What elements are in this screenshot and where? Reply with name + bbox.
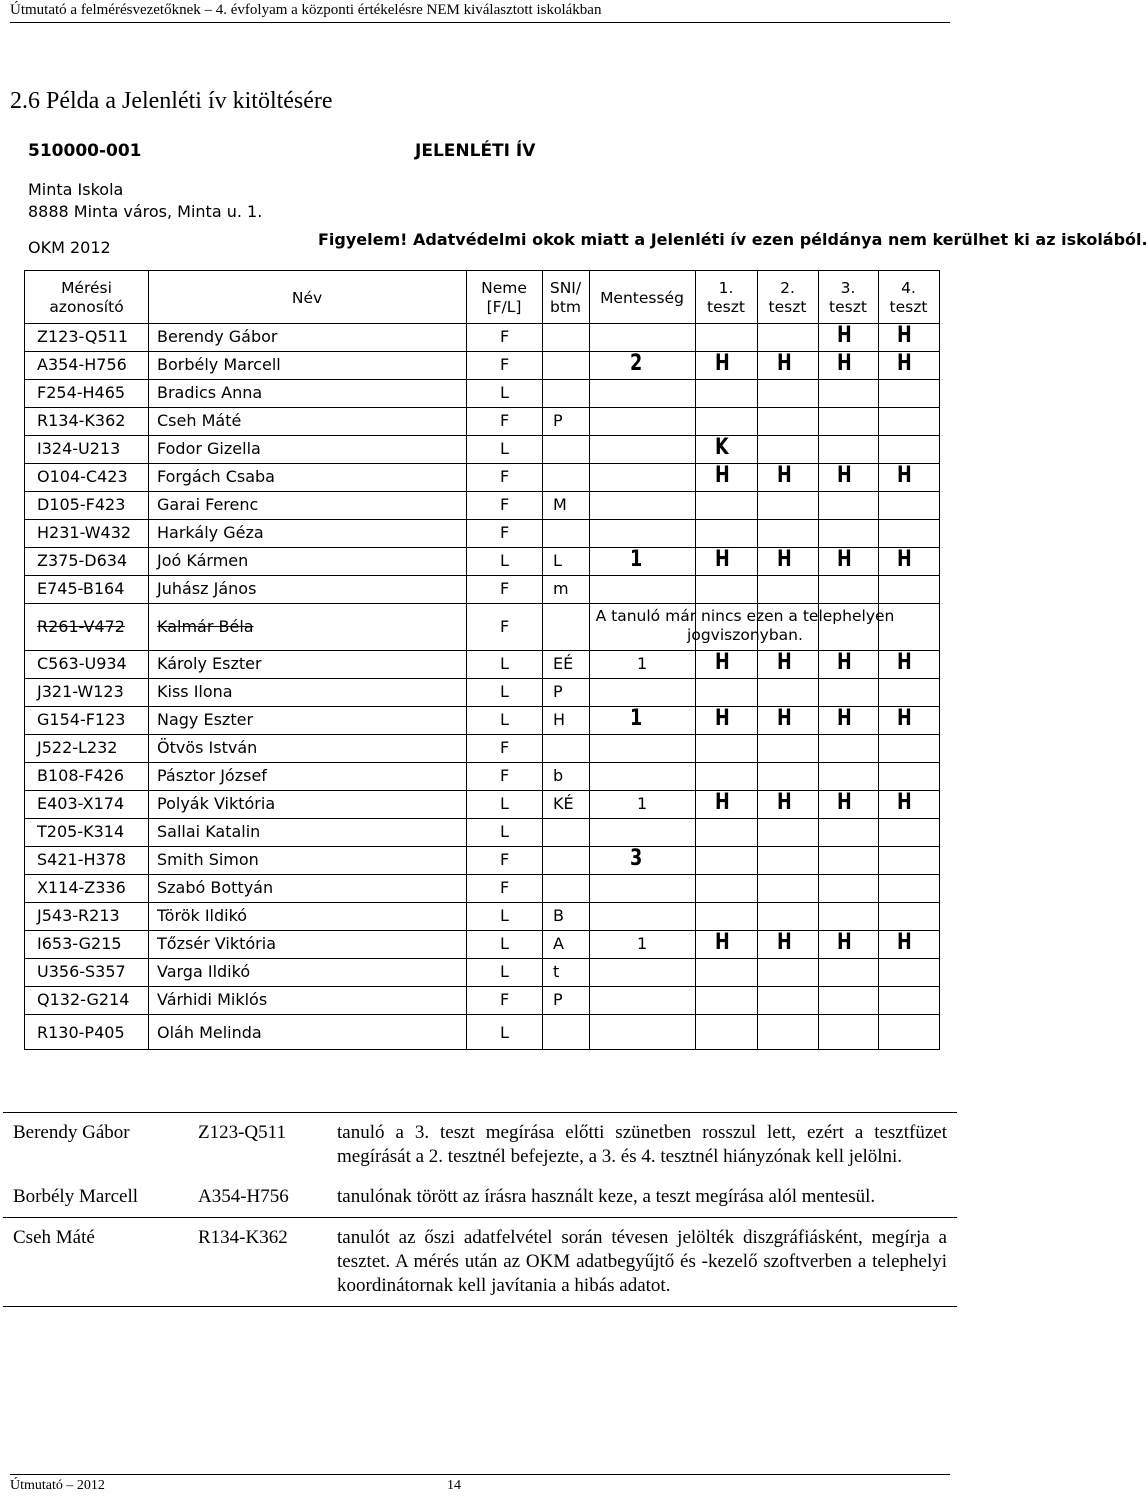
student-id: Z375-D634: [37, 551, 128, 570]
grid-column-line: [542, 271, 543, 1049]
student-gender: L: [500, 822, 509, 841]
col-header-test1-line1: 1.: [718, 279, 734, 297]
student-name: Forgách Csaba: [157, 467, 275, 486]
test-t4-mark: H: [897, 790, 912, 815]
grid-row-line: [25, 547, 939, 548]
col-header-sni-line1: SNI/: [549, 279, 582, 297]
grid-column-line: [818, 271, 819, 1049]
grid-row-line: [25, 603, 939, 604]
test-t2-mark: H: [777, 463, 792, 488]
student-name: Tőzsér Viktória: [157, 934, 276, 953]
attendance-table: [24, 270, 940, 1050]
grid-column-line: [695, 271, 696, 1049]
student-gender: L: [500, 794, 509, 813]
test-t1-mark: K: [715, 435, 729, 460]
test-t2-mark: H: [777, 650, 792, 675]
student-gender: L: [500, 906, 509, 925]
student-id: I653-G215: [37, 934, 122, 953]
student-gender: L: [500, 439, 509, 458]
grid-row-line: [25, 846, 939, 847]
student-sni: A: [553, 934, 564, 953]
col-header-test2-line1: 2.: [780, 279, 795, 297]
col-header-gender-line1: Neme: [481, 279, 527, 297]
student-gender: F: [500, 495, 510, 514]
test-t3-mark: H: [837, 650, 852, 675]
student-gender: L: [500, 682, 509, 701]
grid-column-line: [148, 271, 149, 1049]
grid-row-line: [25, 650, 939, 651]
grid-row-line: [25, 734, 939, 735]
note-student-name: Cseh Máté: [13, 1227, 95, 1248]
exemption-mark: 1: [630, 706, 643, 731]
student-gender: L: [500, 551, 509, 570]
student-id: J543-R213: [37, 906, 120, 925]
student-name: Szabó Bottyán: [157, 878, 274, 897]
student-id: E403-X174: [37, 794, 125, 813]
grid-row-line: [25, 519, 939, 520]
grid-row-line: [25, 463, 939, 464]
grid-row-line: [25, 706, 939, 707]
student-id: B108-F426: [37, 766, 125, 785]
student-name: Garai Ferenc: [157, 495, 259, 514]
student-id: U356-S357: [37, 962, 126, 981]
col-header-id-line1: Mérési: [61, 279, 112, 297]
grid-row-line: [25, 790, 939, 791]
student-gender: L: [500, 383, 509, 402]
test-t3-mark: H: [837, 547, 852, 572]
exemption-code: 1: [637, 934, 648, 953]
student-name: Joó Kármen: [157, 551, 249, 570]
grid-column-line: [757, 271, 758, 1049]
note-text: tanuló a 3. teszt megírása előtti szünetben rosszul lett, ezért a tesztfüzet megírását a 2. tesztnél befejezte, a 3. és 4. tesztnél hiányzónak kell jelölni.: [337, 1122, 947, 1167]
student-gender: F: [500, 990, 510, 1009]
test-t2-mark: H: [777, 706, 792, 731]
test-t1-mark: H: [715, 463, 730, 488]
student-id: T205-K314: [37, 822, 125, 841]
student-sni: P: [553, 411, 563, 430]
student-gender: L: [500, 654, 509, 673]
okm-year: OKM 2012: [28, 238, 111, 257]
student-sni: P: [553, 990, 563, 1009]
grid-row-line: [25, 762, 939, 763]
test-t4-mark: H: [897, 351, 912, 376]
grid-row-line: [25, 1014, 939, 1015]
student-id: E745-B164: [37, 579, 125, 598]
student-sni: m: [553, 579, 569, 598]
test-t3-mark: H: [837, 930, 852, 955]
student-id: I324-U213: [37, 439, 121, 458]
col-header-test1: [695, 279, 757, 317]
student-gender: F: [500, 878, 510, 897]
grid-row-line: [25, 575, 939, 576]
col-header-name: Név: [291, 289, 323, 307]
note-student-name: Borbély Marcell: [13, 1186, 139, 1207]
test-t4-mark: H: [897, 323, 912, 348]
grid-row-line: [25, 986, 939, 987]
student-gender: F: [500, 738, 510, 757]
col-header-test3: [818, 279, 878, 317]
test-t4-mark: H: [897, 650, 912, 675]
grid-row-line: [25, 958, 939, 959]
student-name: Polyák Viktória: [157, 794, 276, 813]
student-id: A354-H756: [37, 355, 127, 374]
test-t2-mark: H: [777, 351, 792, 376]
test-t1-mark: H: [715, 790, 730, 815]
test-t4-mark: H: [897, 463, 912, 488]
student-id: H231-W432: [37, 523, 132, 542]
student-id: J522-L232: [37, 738, 118, 757]
student-name: Török Ildikó: [157, 906, 248, 925]
col-header-test2: [757, 279, 818, 317]
exemption-mark: 3: [630, 846, 643, 871]
student-id: F254-H465: [37, 383, 126, 402]
col-header-sni: [542, 279, 589, 317]
student-sni: M: [553, 495, 567, 514]
col-header-id: [25, 279, 148, 317]
row-note: A tanuló már nincs ezen a telephelyen jogviszonyban.: [595, 607, 895, 644]
grid-row-line: [25, 491, 939, 492]
test-t1-mark: H: [715, 930, 730, 955]
note-row: [3, 1217, 957, 1306]
grid-row-line: [25, 874, 939, 875]
student-name: Nagy Eszter: [157, 710, 254, 729]
col-header-test4: [878, 279, 939, 317]
school-address: 8888 Minta város, Minta u. 1.: [28, 202, 263, 221]
col-header-test3-line1: 3.: [840, 279, 856, 297]
student-name: Sallai Katalin: [157, 822, 261, 841]
footer-label: Útmutató – 2012: [10, 1478, 105, 1493]
grid-row-line: [25, 678, 939, 679]
test-t2-mark: H: [777, 790, 792, 815]
student-gender: F: [500, 355, 510, 374]
exemption-mark: 2: [630, 351, 643, 376]
student-name: Bradics Anna: [157, 383, 263, 402]
page-number: 14: [447, 1478, 461, 1493]
test-t3-mark: H: [837, 463, 852, 488]
student-sni: EÉ: [553, 654, 574, 673]
test-t3-mark: H: [837, 790, 852, 815]
form-title: JELENLÉTI ÍV: [415, 141, 536, 161]
col-header-test3-line2: teszt: [829, 298, 867, 316]
notes-table: [3, 1112, 957, 1307]
test-t1-mark: H: [715, 706, 730, 731]
grid-column-line: [589, 271, 590, 1049]
grid-row-line: [25, 323, 939, 324]
student-name: Varga Ildikó: [157, 962, 251, 981]
test-t3-mark: H: [837, 323, 852, 348]
student-id: C563-U934: [37, 654, 127, 673]
running-header: Útmutató a felmérésvezetőknek – 4. évfolyam a központi értékelésre NEM kiválasztott iskolákban: [10, 2, 950, 23]
grid-column-line: [466, 271, 467, 1049]
student-id: G154-F123: [37, 710, 126, 729]
student-id: R261-V472: [37, 616, 125, 636]
test-t4-mark: H: [897, 930, 912, 955]
test-t4-mark: H: [897, 706, 912, 731]
test-t3-mark: H: [837, 706, 852, 731]
test-t1-mark: H: [715, 547, 730, 572]
grid-row-line: [25, 351, 939, 352]
student-name: Juhász János: [157, 579, 257, 598]
student-name: Várhidi Miklós: [157, 990, 268, 1009]
test-t4-mark: H: [897, 547, 912, 572]
student-gender: F: [500, 766, 510, 785]
student-sni: KÉ: [553, 794, 574, 813]
student-id: S421-H378: [37, 850, 127, 869]
exemption-code: 1: [637, 654, 648, 673]
student-sni: t: [553, 962, 560, 981]
student-id: J321-W123: [37, 682, 124, 701]
col-header-gender-line2: [F/L]: [486, 298, 522, 316]
student-name: Kalmár Béla: [157, 616, 254, 636]
test-t2-mark: H: [777, 930, 792, 955]
test-t1-mark: H: [715, 650, 730, 675]
exemption-mark: 1: [630, 547, 643, 572]
grid-row-line: [25, 407, 939, 408]
col-header-id-line2: azonosító: [49, 298, 124, 316]
student-gender: L: [500, 934, 509, 953]
note-row: [3, 1177, 957, 1217]
student-id: O104-C423: [37, 467, 128, 486]
student-name: Smith Simon: [157, 850, 259, 869]
test-t1-mark: H: [715, 351, 730, 376]
grid-row-line: [25, 818, 939, 819]
grid-row-line: [25, 902, 939, 903]
school-name: Minta Iskola: [28, 180, 124, 199]
student-gender: F: [500, 523, 510, 542]
student-sni: b: [553, 766, 564, 785]
student-name: Cseh Máté: [157, 411, 242, 430]
school-id: 510000-001: [28, 141, 142, 161]
grid-column-line: [878, 271, 879, 1049]
student-name: Ötvös István: [157, 738, 258, 757]
note-student-id: Z123-Q511: [198, 1122, 286, 1143]
student-sni: H: [553, 710, 566, 729]
col-header-gender: [466, 279, 542, 317]
student-gender: L: [500, 962, 509, 981]
col-header-test1-line2: teszt: [707, 298, 745, 316]
student-name: Harkály Géza: [157, 523, 264, 542]
student-id: Z123-Q511: [37, 327, 128, 346]
student-name: Pásztor József: [157, 766, 267, 785]
grid-row-line: [25, 930, 939, 931]
note-student-id: A354-H756: [198, 1186, 289, 1207]
col-header-sni-line2: btm: [549, 298, 581, 316]
student-id: D105-F423: [37, 495, 126, 514]
privacy-warning: Figyelem! Adatvédelmi okok miatt a Jelenléti ív ezen példánya nem kerülhet ki az iskolából.: [318, 230, 1148, 249]
student-name: Károly Eszter: [157, 654, 262, 673]
col-header-exempt: Mentesség: [600, 289, 684, 307]
test-t2-mark: H: [777, 547, 792, 572]
note-text: tanulót az őszi adatfelvétel során tévesen jelölték diszgráfiásként, megírja a tesztet. A mérés után az OKM adatbegyűjtő és -kezelő szoftverben a telephelyi koordinátornak kell javítania a hibás adatot.: [337, 1227, 947, 1296]
student-gender: F: [500, 616, 510, 636]
student-name: Oláh Melinda: [157, 1022, 262, 1042]
student-id: Q132-G214: [37, 990, 130, 1009]
note-row: [3, 1113, 957, 1177]
student-sni: L: [553, 551, 562, 570]
student-gender: L: [500, 1022, 509, 1042]
student-sni: P: [553, 682, 563, 701]
grid-row-line: [25, 435, 939, 436]
student-name: Borbély Marcell: [157, 355, 281, 374]
student-gender: F: [500, 411, 510, 430]
student-name: Kiss Ilona: [157, 682, 233, 701]
test-t3-mark: H: [837, 351, 852, 376]
student-id: X114-Z336: [37, 878, 126, 897]
student-id: R134-K362: [37, 411, 126, 430]
student-name: Berendy Gábor: [157, 327, 278, 346]
student-gender: F: [500, 467, 510, 486]
col-header-test4-line2: teszt: [889, 298, 928, 316]
student-gender: L: [500, 710, 509, 729]
grid-row-line: [25, 379, 939, 380]
page-footer: [10, 1474, 950, 1494]
note-student-id: R134-K362: [198, 1227, 288, 1248]
note-student-name: Berendy Gábor: [13, 1122, 130, 1143]
col-header-test4-line1: 4.: [901, 279, 916, 297]
student-gender: F: [500, 327, 510, 346]
student-gender: F: [500, 579, 510, 598]
student-sni: B: [553, 906, 564, 925]
note-text: tanulónak törött az írásra használt keze, a teszt megírása alól mentesül.: [337, 1186, 876, 1207]
col-header-test2-line2: teszt: [768, 298, 807, 316]
student-gender: F: [500, 850, 510, 869]
student-id: R130-P405: [37, 1022, 125, 1042]
section-title: 2.6 Példa a Jelenléti ív kitöltésére: [10, 88, 333, 114]
exemption-code: 1: [637, 794, 648, 813]
student-name: Fodor Gizella: [157, 439, 261, 458]
